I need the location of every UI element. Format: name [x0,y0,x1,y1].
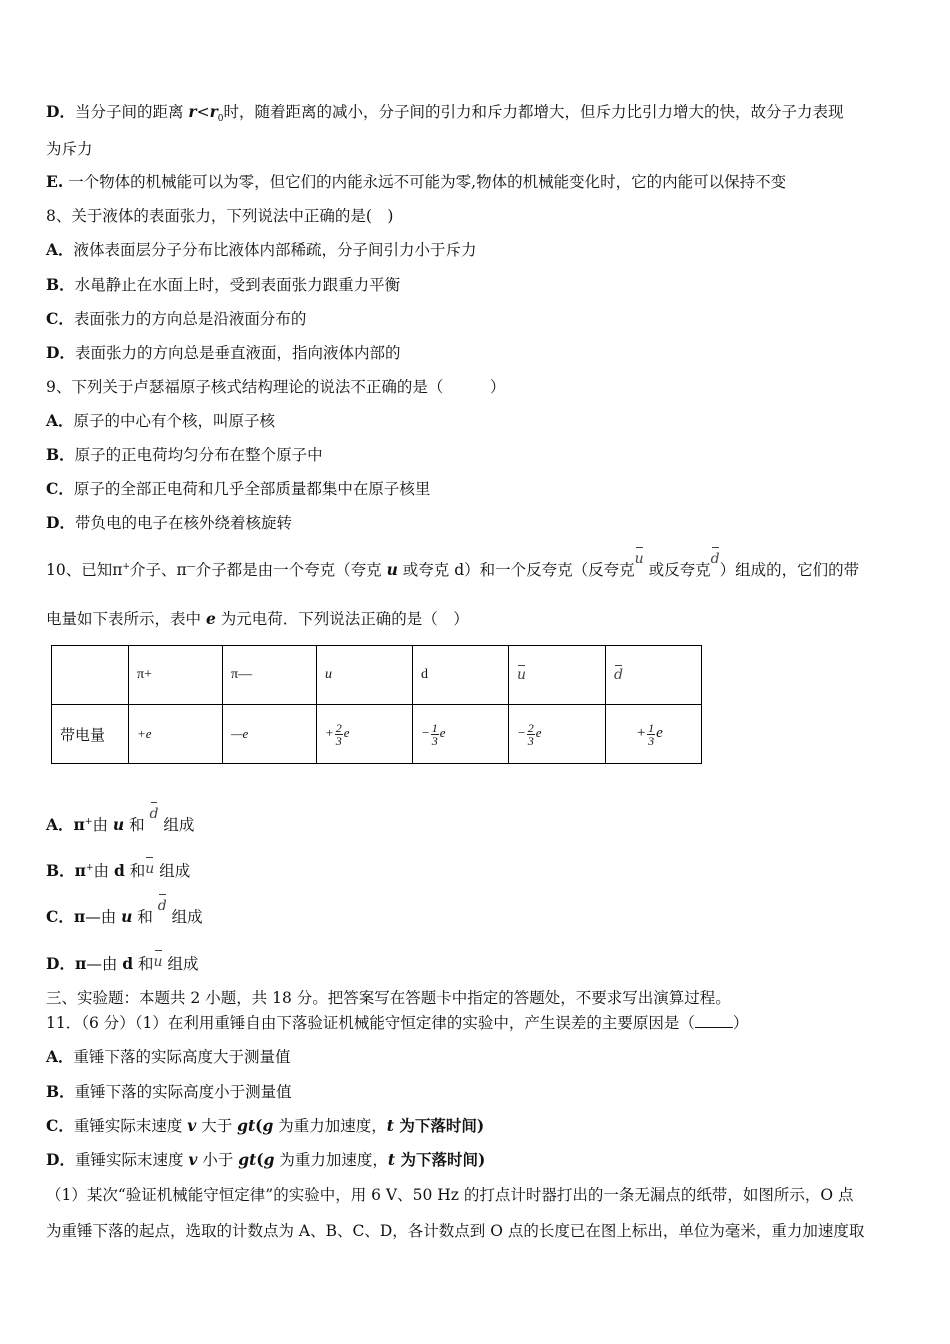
q10-option-b: B．π+由 d 和u 组成 [46,861,191,880]
q9-option-c: C．原子的全部正电荷和几乎全部质量都集中在原子核里 [46,479,431,498]
q11-option-c: C．重锤实际末速度 v 大于 gt(g 为重力加速度，t 为下落时间) [46,1116,485,1135]
q8-option-b: B．水黾静止在水面上时，受到表面张力跟重力平衡 [46,275,401,294]
q7-option-d: D．当分子间的距离 $r<r_0$时，随着距离的减小，分子间的引力和斥力都增大，但斥力比引力增大的快，故分子力表现 [46,102,844,125]
header-u: u [317,646,413,705]
q11-part2-line2: 为重锤下落的起点，选取的计数点为 A、B、C、D，各计数点到 O 点的长度已在图上标出，单位为毫米，重力加速度取 [46,1222,865,1240]
header-d-bar: d [606,646,702,705]
q10-stem-line2: 电量如下表所示，表中 e 为元电荷．下列说法正确的是（ ） [46,609,469,628]
value-pi-minus: —e [223,705,317,764]
value-d-bar [606,705,702,764]
value-pi-plus: +e [129,705,223,764]
q11-option-b: B．重锤下落的实际高度小于测量值 [46,1082,292,1101]
q8-option-d: D．表面张力的方向总是垂直液面，指向液体内部的 [46,343,401,362]
d-bar-symbol: d [710,551,720,567]
value-d [413,705,509,764]
q8-option-a: A．液体表面层分子分布比液体内部稀疏，分子间引力小于斥力 [46,240,477,259]
section-3-heading: 三、实验题：本题共 2 小题，共 18 分。把答案写在答题卡中指定的答题处，不要求写出演算过程。 [46,989,731,1007]
header-d: d [413,646,509,705]
table-header-row [52,646,702,705]
q11-option-d: D．重锤实际末速度 v 小于 gt(g 为重力加速度，t 为下落时间) [46,1150,486,1169]
value-u-bar [509,705,606,764]
u-bar-symbol: u [634,551,644,567]
table-charge-row [52,705,702,764]
q11-option-a: A．重锤下落的实际高度大于测量值 [46,1047,291,1066]
frac-value: + $\frac{1}{3}$ e [636,720,663,748]
q7-option-e: E. 一个物体的机械能可以为零，但它们的内能永远不可能为零,物体的机械能变化时，它的内能可以保持不变 [46,172,787,191]
d-bar-symbol: d [149,806,159,822]
q11-stem: 11．（6 分）（1）在利用重锤自由下落验证机械能守恒定律的实验中，产生误差的主要原因是（ ） [46,1014,749,1032]
table-corner-cell [52,646,129,705]
header-pi-plus: π+ [129,646,223,705]
q9-option-d: D．带负电的电子在核外绕着核旋转 [46,513,292,532]
q8-option-c: C．表面张力的方向总是沿液面分布的 [46,309,307,328]
u-bar-symbol: u [153,954,163,970]
frac-value: − $\frac{1}{3}$ e [421,720,446,748]
q10-stem-line1: 10、已知π+介子、π—介子都是由一个夸克（夸克 u 或夸克 d）和一个反夸克（反夸克u 或反夸克d）组成的，它们的带 [46,551,860,579]
q10-option-c: C．π—由 u 和 d 组成 [46,898,203,926]
q8-stem: 8、关于液体的表面张力，下列说法中正确的是( ) [46,207,394,225]
q9-option-b: B．原子的正电荷均匀分布在整个原子中 [46,445,323,464]
header-u-bar: u [509,646,606,705]
q9-option-a: A．原子的中心有个核，叫原子核 [46,411,276,430]
u-bar-symbol: u [145,861,155,877]
q10-option-a: A．π+由 u 和 d 组成 [46,806,195,834]
q9-stem: 9、下列关于卢瑟福原子核式结构理论的说法不正确的是（ ） [46,378,506,396]
d-bar-symbol: d [157,898,167,914]
q11-part2-line1: （1）某次“验证机械能守恒定律”的实验中，用 6 V、50 Hz 的打点计时器打出的一条无漏点的纸带，如图所示，O 点 [46,1186,854,1204]
answer-blank[interactable] [695,1013,733,1028]
q7-option-d-continued: 为斥力 [46,140,93,158]
header-pi-minus: π— [223,646,317,705]
row-label: 带电量 [52,705,129,764]
frac-value: − $\frac{2}{3}$ e [517,720,542,748]
q10-option-d: D．π—由 d 和u 组成 [46,954,199,973]
frac-value: + $\frac{2}{3}$ e [325,720,350,748]
value-u [317,705,413,764]
charge-table [51,645,702,764]
